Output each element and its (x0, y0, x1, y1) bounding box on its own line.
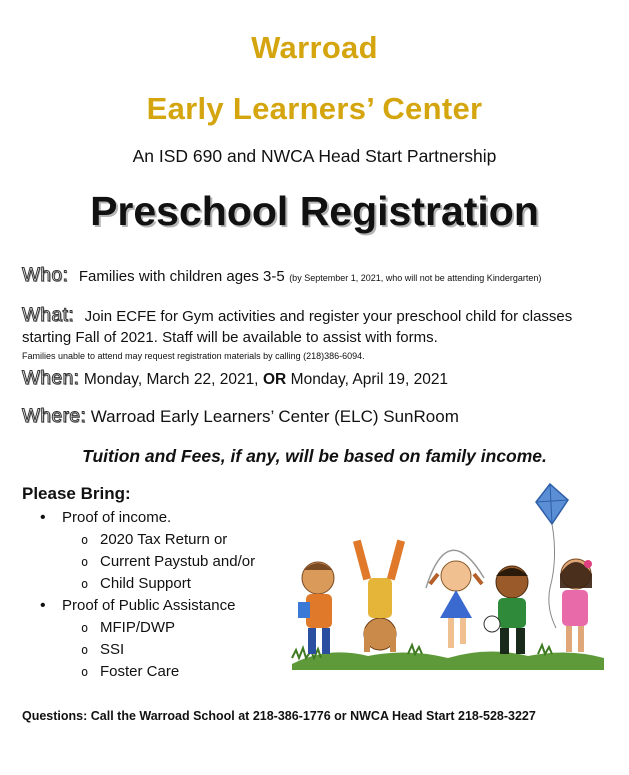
list-item (22, 507, 255, 595)
list-item: o 2020 Tax Return or (62, 529, 255, 551)
child-figure-icon (560, 559, 592, 652)
who-note: (by September 1, 2021, who will not be attending Kindergarten) (289, 273, 542, 283)
where-label: Where: (22, 406, 87, 427)
when-or: OR (262, 371, 287, 388)
when-date2: Monday, April 19, 2021 (290, 371, 449, 388)
who-label: Who: (22, 265, 69, 286)
bring-list (22, 507, 255, 683)
tuition-note: Tuition and Fees, if any, will be based on family income. (82, 446, 547, 466)
who-text: Families with children ages 3-5 (78, 268, 285, 285)
child-figure-icon (426, 550, 484, 648)
when-label: When: (22, 368, 80, 389)
when-row (22, 368, 448, 390)
center-name-line1: Warroad (251, 30, 378, 65)
what-text: Join ECFE for Gym activities and register your preschool child for classes starting Fall of 2021. Staff will be available to assist with forms. (22, 308, 573, 346)
what-label: What: (22, 305, 75, 326)
partnership-subtitle: An ISD 690 and NWCA Head Start Partnership (132, 146, 497, 166)
bring-item-label: Proof of Public Assistance (62, 597, 236, 614)
where-row (22, 406, 459, 428)
child-figure-icon (298, 562, 334, 654)
when-date1: Monday, March 22, 2021, (83, 371, 259, 388)
where-text: Warroad Early Learners’ Center (ELC) SunRoom (90, 407, 459, 426)
what-row (22, 305, 612, 348)
bring-sublist (62, 617, 255, 683)
list-item: o Current Paystub and/or (62, 551, 255, 573)
child-figure-icon (353, 540, 405, 652)
bring-item-label: Proof of income. (62, 509, 172, 526)
list-item (22, 595, 255, 683)
please-bring-heading: Please Bring: (22, 484, 131, 503)
list-item: o SSI (62, 639, 255, 661)
list-item: o Child Support (62, 573, 255, 595)
page-title: Preschool Registration (90, 188, 539, 234)
list-item: o Foster Care (62, 661, 255, 683)
child-figure-icon (484, 566, 528, 654)
children-playing-illustration (288, 478, 608, 673)
center-name-line2: Early Learners’ Center (146, 91, 483, 126)
questions-contact: Questions: Call the Warroad School at 218-386-1776 or NWCA Head Start 218-528-3227 (22, 709, 536, 723)
what-note: Families unable to attend may request registration materials by calling (218)386-6094. (22, 351, 365, 361)
bring-sublist (62, 529, 255, 595)
who-row (22, 265, 541, 287)
list-item: o MFIP/DWP (62, 617, 255, 639)
